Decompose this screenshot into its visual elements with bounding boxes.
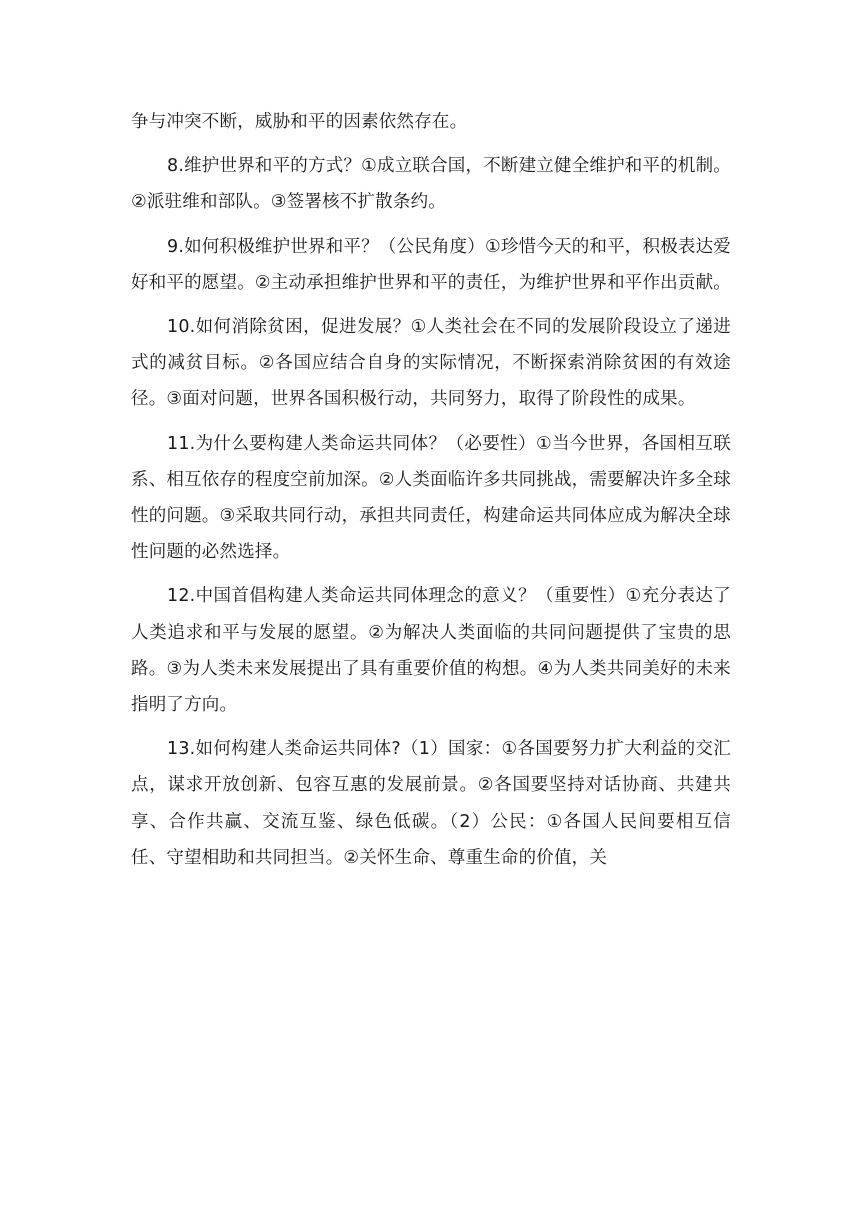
paragraph-continuation: 争与冲突不断，威胁和平的因素依然存在。	[131, 112, 468, 132]
paragraph-q10: 10.如何消除贫困，促进发展？①人类社会在不同的发展阶段设立了递进式的减贫目标。②各国应结合自身的实际情况，不断探索消除贫困的有效途径。③面对问题，世界各国积极行动，共同努力，取得了阶段性的成果。	[131, 317, 731, 410]
paragraph-q12: 12.中国首倡构建人类命运共同体理念的意义？（重要性）①充分表达了人类追求和平与发展的愿望。②为解决人类面临的共同问题提供了宝贵的思路。③为人类未来发展提出了具有重要价值的构想。④为人类共同美好的未来指明了方向。	[131, 586, 731, 716]
paragraph-q13: 13.如何构建人类命运共同体?（1）国家：①各国要努力扩大利益的交汇点，谋求开放创新、包容互惠的发展前景。②各国要坚持对话协商、共建共享、合作共赢、交流互鉴、绿色低碳。（2）公民：①各国人民间要相互信任、守望相助和共同担当。②关怀生命、尊重生命的价值，关	[131, 739, 731, 868]
paragraph-q8: 8.维护世界和平的方式？①成立联合国，不断建立健全维护和平的机制。②派驻维和部队。③签署核不扩散条约。	[131, 156, 731, 213]
paragraph-q11: 11.为什么要构建人类命运共同体？（必要性）①当今世界，各国相互联系、相互依存的程度空前加深。②人类面临许多共同挑战，需要解决许多全球性的问题。③采取共同行动，承担共同责任，构建命运共同体应成为解决全球性问题的必然选择。	[131, 433, 731, 563]
document-body	[131, 104, 731, 884]
paragraph-q9: 9.如何积极维护世界和平？（公民角度）①珍惜今天的和平，积极表达爱好和平的愿望。②主动承担维护世界和平的责任，为维护世界和平作出贡献。	[131, 236, 731, 293]
